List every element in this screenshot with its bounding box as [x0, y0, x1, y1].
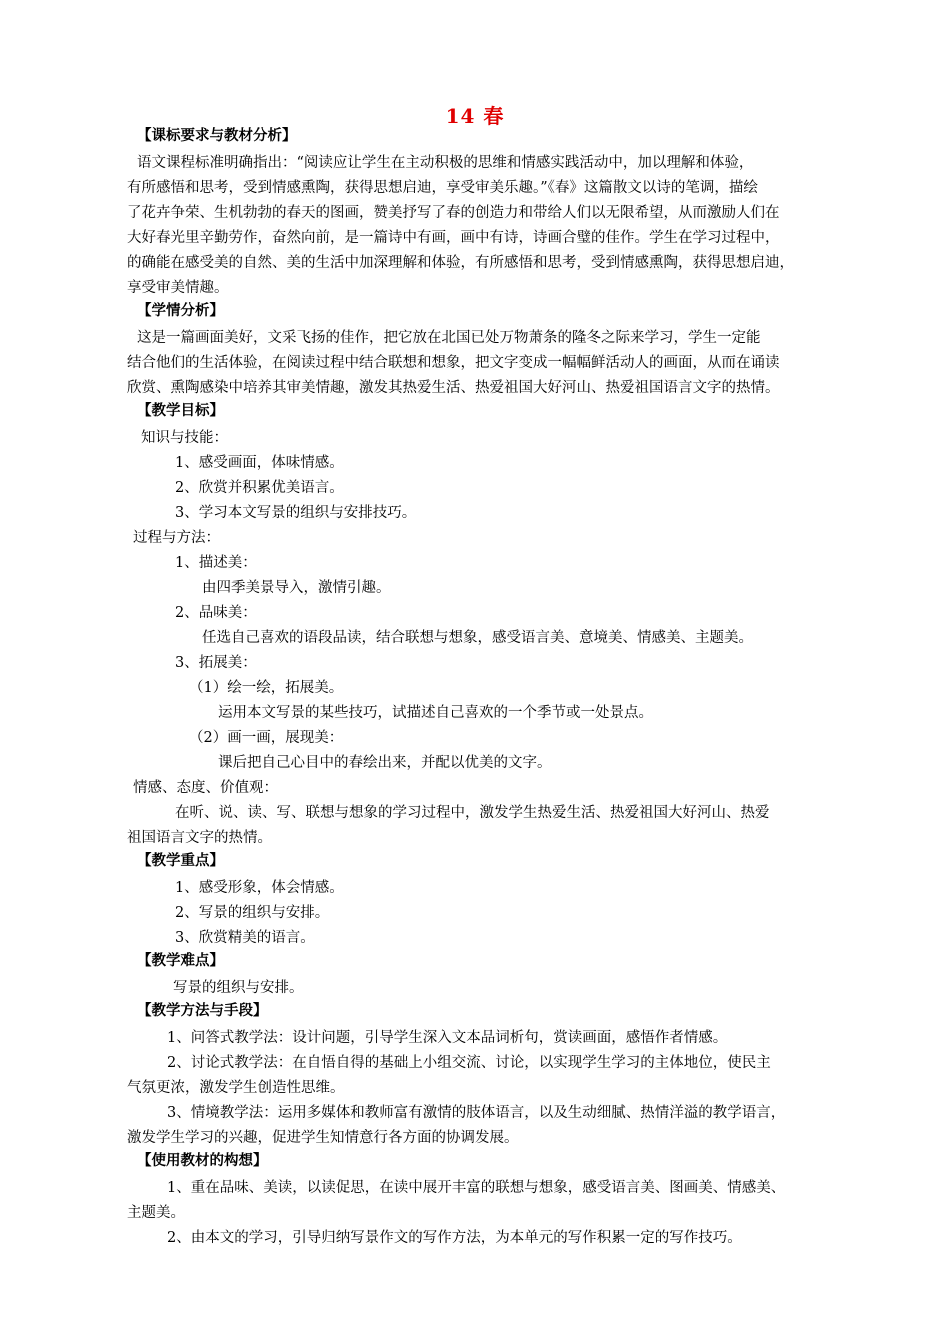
paragraph-line: 欣赏、熏陶感染中培养其审美情趣，激发其热爱生活、热爱祖国大好河山、热爱祖国语言文字的热情。 — [127, 380, 780, 396]
paragraph-line: 祖国语言文字的热情。 — [127, 830, 272, 846]
section-heading-learner-analysis: 【学情分析】 — [137, 302, 224, 319]
list-item: 2、讨论式教学法：在自悟自得的基础上小组交流、讨论，以实现学生学习的主体地位，使民主 — [167, 1055, 771, 1071]
section-heading-teaching-methods: 【教学方法与手段】 — [137, 1002, 268, 1019]
list-item: 3、拓展美： — [175, 655, 257, 671]
paragraph-line: 有所感悟和思考，受到情感熏陶，获得思想启迪，享受审美乐趣。”《春》这篇散文以诗的笔调，描绘 — [127, 180, 758, 196]
paragraph-line: 了花卉争荣、生机勃勃的春天的图画，赞美抒写了春的创造力和带给人们以无限希望，从而激励人们在 — [127, 205, 780, 221]
section-heading-teaching-goals: 【教学目标】 — [137, 402, 224, 419]
list-item-detail: 任选自己喜欢的语段品读，结合联想与想象，感受语言美、意境美、情感美、主题美。 — [202, 630, 753, 646]
sub-list-item: （2）画一画，展现美： — [189, 730, 344, 746]
list-item: 1、描述美： — [175, 555, 257, 571]
list-item: 3、欣赏精美的语言。 — [175, 930, 315, 946]
section-heading-curriculum-analysis: 【课标要求与教材分析】 — [137, 127, 297, 144]
paragraph-line: 在听、说、读、写、联想与想象的学习过程中，激发学生热爱生活、热爱祖国大好河山、热爱 — [175, 805, 770, 821]
paragraph-line: 享受审美情趣。 — [127, 280, 229, 296]
list-item: 3、情境教学法：运用多媒体和教师富有激情的肢体语言，以及生动细腻、热情洋溢的教学语言， — [167, 1105, 786, 1121]
paragraph-line: 结合他们的生活体验，在阅读过程中结合联想和想象，把文字变成一幅幅鲜活动人的画面，从而在诵读 — [127, 355, 780, 371]
list-item: 2、由本文的学习，引导归纳写景作文的写作方法，为本单元的写作积累一定的写作技巧。 — [167, 1230, 742, 1246]
list-item: 2、品味美： — [175, 605, 257, 621]
list-item: 1、感受形象，体会情感。 — [175, 880, 344, 896]
paragraph-line: 语文课程标准明确指出：“阅读应让学生在主动积极的思维和情感实践活动中，加以理解和体验， — [137, 155, 754, 171]
list-item: 1、感受画面，体味情感。 — [175, 455, 344, 471]
subheading-knowledge-skills: 知识与技能： — [141, 430, 228, 446]
section-heading-textbook-conception: 【使用教材的构想】 — [137, 1152, 268, 1169]
subheading-process-methods: 过程与方法： — [133, 530, 220, 546]
section-heading-difficulties: 【教学难点】 — [137, 952, 224, 969]
list-item-detail: 由四季美景导入，激情引趣。 — [202, 580, 391, 596]
sub-list-item-detail: 运用本文写景的某些技巧，试描述自己喜欢的一个季节或一处景点。 — [218, 705, 653, 721]
list-item: 1、问答式教学法：设计问题，引导学生深入文本品词析句，赏读画面，感悟作者情感。 — [167, 1030, 728, 1046]
paragraph-line: 的确能在感受美的自然、美的生活中加深理解和体验，有所感悟和思考，受到情感熏陶，获得思想启迪， — [127, 255, 794, 271]
list-item: 3、学习本文写景的组织与安排技巧。 — [175, 505, 417, 521]
section-heading-key-points: 【教学重点】 — [137, 852, 224, 869]
list-item: 2、欣赏并积累优美语言。 — [175, 480, 344, 496]
paragraph-line: 气氛更浓，激发学生创造性思维。 — [127, 1080, 345, 1096]
list-item: 2、写景的组织与安排。 — [175, 905, 330, 921]
paragraph-line: 主题美。 — [127, 1205, 185, 1221]
document-title: 14 春 — [445, 104, 505, 128]
sub-list-item: （1）绘一绘，拓展美。 — [189, 680, 344, 696]
list-item: 1、重在品味、美读，以读促思，在读中展开丰富的联想与想象，感受语言美、图画美、情感美、 — [167, 1180, 786, 1196]
paragraph-line: 这是一篇画面美好，文采飞扬的佳作，把它放在北国已处万物萧条的隆冬之际来学习，学生一定能 — [137, 330, 761, 346]
paragraph-line: 写景的组织与安排。 — [173, 980, 304, 996]
sub-list-item-detail: 课后把自己心目中的春绘出来，并配以优美的文字。 — [218, 755, 552, 771]
paragraph-line: 大好春光里辛勤劳作，奋然向前，是一篇诗中有画，画中有诗，诗画合璧的佳作。学生在学习过程中， — [127, 230, 780, 246]
paragraph-line: 激发学生学习的兴趣，促进学生知情意行各方面的协调发展。 — [127, 1130, 519, 1146]
subheading-emotion-attitude-values: 情感、态度、价值观： — [133, 780, 278, 796]
